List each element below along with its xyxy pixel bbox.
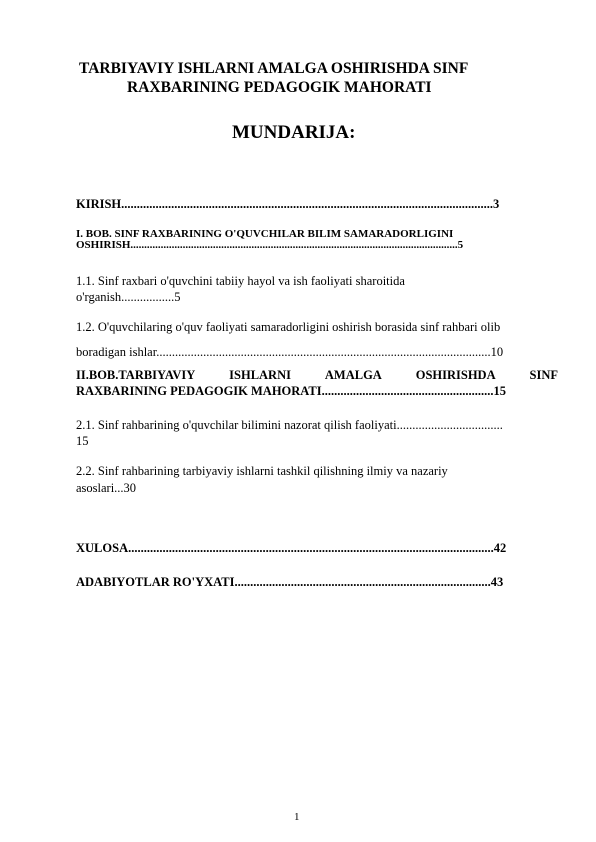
toc-entry-1-2-line1: 1.2. O'quvchilaring o'quv faoliyati samaradorligini oshirish borasida sinf rahbari olib [76,320,501,334]
toc-bob2-word: SINF [529,368,558,382]
toc-entry-2-1-line1: 2.1. Sinf rahbarining o'quvchilar bilimini nazorat qilish faoliyati.................................. [76,418,503,432]
toc-bob2-word: OSHIRISHDA [415,368,496,382]
toc-entry-2-2-line2: asoslari...30 [76,481,137,495]
toc-entry-1-1-line2: o'rganish.................5 [76,290,181,304]
document-title-line-1: TARBIYAVIY ISHLARNI AMALGA OSHIRISHDA SINF [79,60,469,77]
toc-bob2-word: AMALGA [324,368,382,382]
toc-entry-bob1-line1: I. BOB. SINF RAXBARINING O'QUVCHILAR BILIM SAMARADORLIGINI [76,228,454,240]
toc-bob2-word: II.BOB.TARBIYAVIY [76,368,196,382]
toc-bob2-word: ISHLARNI [229,368,291,382]
contents-heading: MUNDARIJA: [232,122,356,143]
toc-entry-bob2-line1 [76,368,558,383]
toc-entry-1-1-line1: 1.1. Sinf raxbari o'quvchini tabiiy hayol va ish faoliyati sharoitida [76,274,405,288]
page-number: 1 [294,811,300,823]
toc-entry-bob2-line2: RAXBARINING PEDAGOGIK MAHORATI.......................................................15 [76,384,506,398]
toc-entry-2-2-line1: 2.2. Sinf rahbarining tarbiyaviy ishlarni tashkil qilishning ilmiy va nazariy [76,464,448,478]
toc-entry-bob1-line2: OSHIRISH.......................................................................................................................5 [76,239,464,251]
toc-entry-xulosa: XULOSA.....................................................................................................................42 [76,541,507,555]
toc-entry-1-2-line2: boradigan ishlar...........................................................................................................10 [76,345,504,359]
toc-entry-2-1-line2: 15 [76,434,89,448]
toc-entry-kirish: KIRISH.......................................................................................................................3 [76,197,500,211]
toc-entry-adabiyotlar: ADABIYOTLAR RO'YXATI..................................................................................43 [76,575,504,589]
document-title-line-2: RAXBARINING PEDAGOGIK MAHORATI [127,79,432,96]
